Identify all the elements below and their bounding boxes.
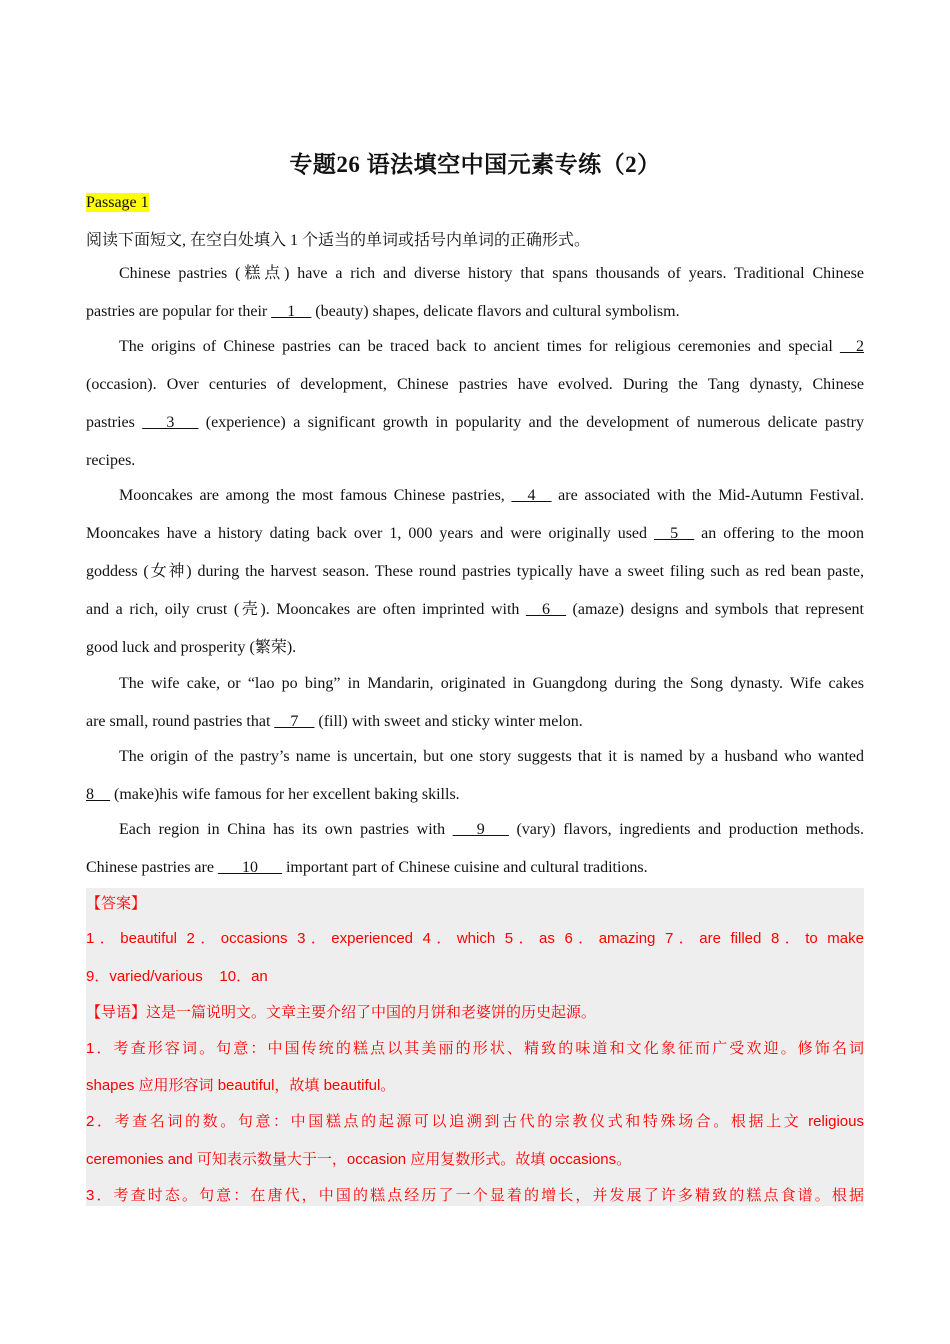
p3-line4 <box>86 599 864 621</box>
p3-line2 <box>86 523 864 545</box>
blank-2: __2 <box>840 338 864 355</box>
blank-9: ___9___ <box>452 821 509 838</box>
text: The origins of Chinese pastries can be traced back to ancient times for religious ceremonies and special <box>119 338 840 355</box>
p1-line2 <box>86 301 864 323</box>
text: Chinese pastries are <box>86 859 218 876</box>
text: an offering to the moon <box>694 525 864 542</box>
p6-line2 <box>86 857 864 879</box>
passage-label-row <box>86 192 864 214</box>
p6-line1 <box>119 819 864 841</box>
text: are small, round pastries that <box>86 713 275 730</box>
text: (vary) flavors, ingredients and production methods. <box>508 821 864 838</box>
text: (amaze) designs and symbols that represent <box>565 601 864 618</box>
blank-5: __5__ <box>654 525 695 542</box>
explanation-3-line1: 3．考查时态。句意：在唐代，中国的糕点经历了一个显着的增长，并发展了许多精致的糕点食谱。根据 <box>86 1187 864 1204</box>
answers-line1: 1．beautiful 2．occasions 3．experienced 4．which 5．as 6．amazing 7．are filled 8．to make <box>86 930 864 947</box>
answers-line2: 9．varied/various 10．an <box>86 968 268 985</box>
text: (beauty) shapes, delicate flavors and cultural symbolism. <box>311 303 680 320</box>
answer-heading: 【答案】 <box>86 895 147 912</box>
passage-label: Passage 1 <box>86 194 149 211</box>
p3-line3: goddess (女神) during the harvest season. These round pastries typically have a sweet filing such as red bean paste, <box>86 563 864 580</box>
instruction: 阅读下面短文, 在空白处填入 1 个适当的单词或括号内单词的正确形式。 <box>86 232 591 249</box>
text: Mooncakes are among the most famous Chinese pastries, <box>119 487 512 504</box>
blank-10: ___10___ <box>217 859 282 876</box>
text: Mooncakes have a history dating back over 1, 000 years and were originally used <box>86 525 655 542</box>
text: Each region in China has its own pastries with <box>119 821 453 838</box>
p1-line1: Chinese pastries (糕点) have a rich and diverse history that spans thousands of years. Traditional Chinese <box>119 265 864 282</box>
p2-line4: recipes. <box>86 452 136 469</box>
blank-3: ___3___ <box>142 414 199 431</box>
p5-line1: The origin of the pastry’s name is uncertain, but one story suggests that it is named by a husband who wanted <box>119 748 864 765</box>
text: and a rich, oily crust (壳). Mooncakes are often imprinted with <box>86 601 526 618</box>
p2-line2: (occasion). Over centuries of development, Chinese pastries have evolved. During the Tang dynasty, Chinese <box>86 376 864 393</box>
text: (experience) a significant growth in popularity and the development of numerous delicate pastry <box>198 414 865 431</box>
text: important part of Chinese cuisine and cultural traditions. <box>281 859 648 876</box>
p3-line5: good luck and prosperity (繁荣). <box>86 639 297 656</box>
blank-8: 8__ <box>86 786 110 803</box>
blank-6: __6__ <box>525 601 566 618</box>
explanation-2-line2: ceremonies and 可知表示数量大于一，occasion 应用复数形式。故填 occasions。 <box>86 1151 632 1168</box>
p3-line1 <box>119 485 864 507</box>
p5-line2 <box>86 784 864 806</box>
p2-line3 <box>86 412 864 434</box>
page-title: 专题26 语法填空中国元素专练（2） <box>289 152 661 177</box>
explanation-2-line1: 2．考查名词的数。句意：中国糕点的起源可以追溯到古代的宗教仪式和特殊场合。根据上文 religious <box>86 1113 864 1130</box>
p2-line1 <box>119 336 864 358</box>
text: pastries <box>86 414 143 431</box>
explanation-1-line1: 1．考查形容词。句意：中国传统的糕点以其美丽的形状、精致的味道和文化象征而广受欢迎。修饰名词 <box>86 1040 864 1057</box>
blank-7: __7__ <box>274 713 315 730</box>
text: (fill) with sweet and sticky winter melon. <box>314 713 583 730</box>
guide-text: 【导语】这是一篇说明文。文章主要介绍了中国的月饼和老婆饼的历史起源。 <box>86 1004 597 1021</box>
text: (make)his wife famous for her excellent baking skills. <box>110 786 460 803</box>
p4-line2 <box>86 711 864 733</box>
blank-1: __1__ <box>271 303 312 320</box>
text: are associated with the Mid-Autumn Festival. <box>551 487 864 504</box>
p4-line1: The wife cake, or “lao po bing” in Mandarin, originated in Guangdong during the Song dynasty. Wife cakes <box>119 675 864 692</box>
blank-4: __4__ <box>511 487 552 504</box>
explanation-1-line2: shapes 应用形容词 beautiful，故填 beautiful。 <box>86 1077 396 1094</box>
text: pastries are popular for their <box>86 303 272 320</box>
